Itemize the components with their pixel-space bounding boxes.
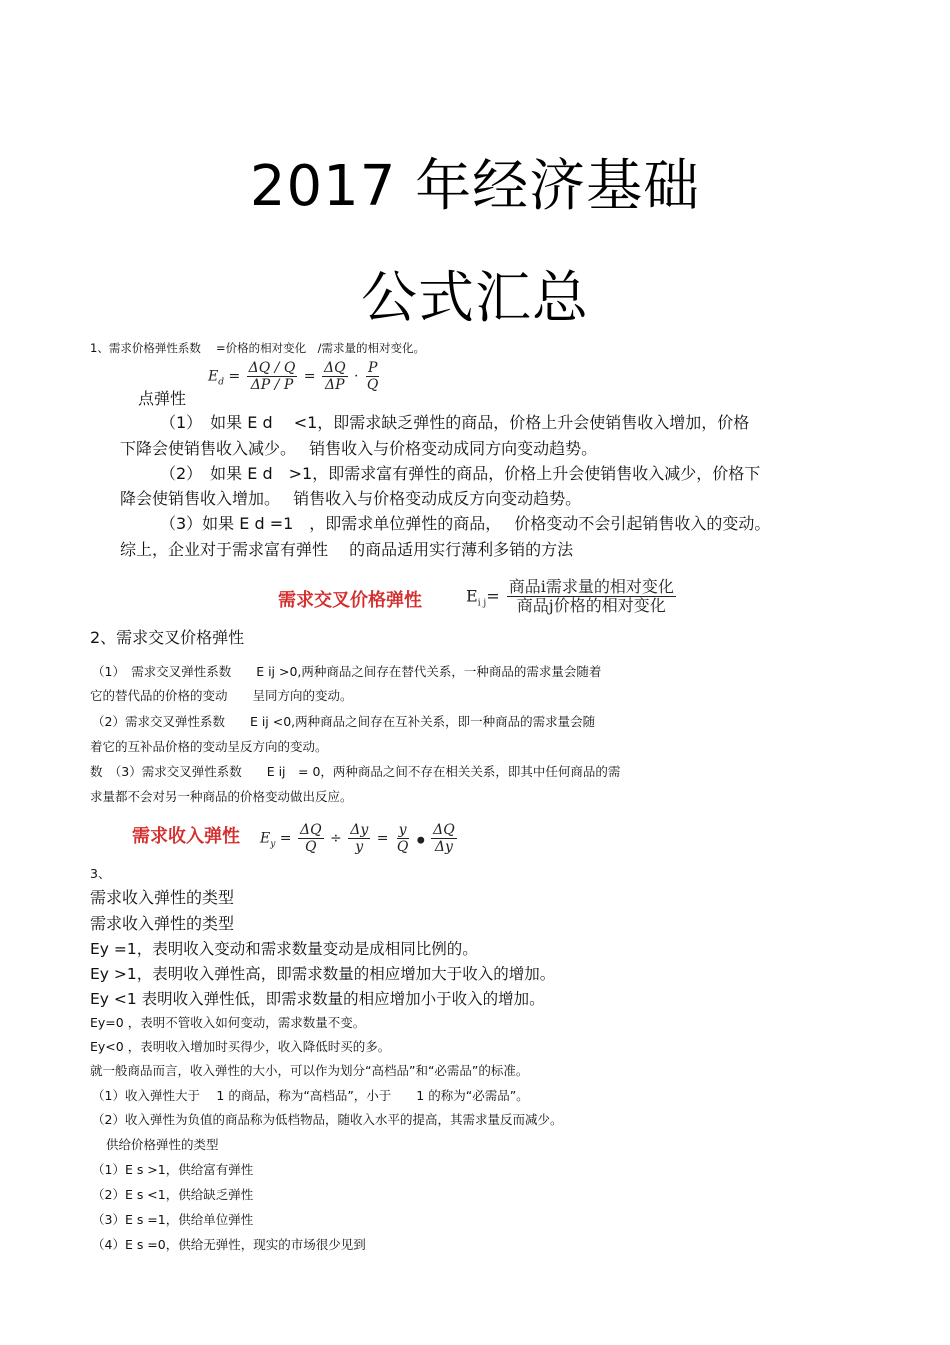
supply-elasticity-4: （4）E s =0，供给无弹性，现实的市场很少见到 [92, 1237, 366, 1252]
point-elasticity-formula: $E_d$ = $\frac{\Delta Q / Q}{\Delta P / P}$ = $\frac{\Delta Q}{\Delta P}$ · $\frac{P}{Q}$ [208, 360, 379, 394]
section1-para2-line2: 降会使销售收入增加。 销售收入与价格变动成反方向变动趋势。 [120, 489, 582, 508]
goods-classification-2: （2）收入弹性为负值的商品称为低档物品，随收入水平的提高，其需求量反而减少。 [92, 1112, 563, 1127]
section2-heading: 2、需求交叉价格弹性 [90, 628, 245, 647]
fraction-numerator: P [367, 360, 378, 376]
fraction-denominator: Q [396, 839, 409, 856]
income-elasticity-lt0: Ey<0 ，表明收入增加时买得少，收入降低时买的多。 [90, 1039, 391, 1054]
income-elasticity-gt1: Ey >1，表明收入弹性高，即需求数量的相应增加大于收入的增加。 [90, 965, 556, 983]
section1-para3-line1: （3）如果 E d =1 ，即需求单位弹性的商品， 价格变动不会引起销售收入的变动。 [160, 514, 771, 533]
section2-line6: 求量都不会对另一种商品的价格变动做出反应。 [90, 789, 353, 804]
fraction-denominator: Δy [434, 839, 453, 856]
page-title-line2: 公式汇总 [361, 266, 589, 331]
section1-para2-line1: （2） 如果 E d >1，即需求富有弹性的商品，价格上升会使销售收入减少，价格下 [160, 464, 761, 483]
goods-classification-intro: 就一般商品而言，收入弹性的大小，可以作为划分“高档品”和“必需品”的标准。 [90, 1063, 529, 1078]
section3-heading1: 需求收入弹性的类型 [90, 888, 235, 907]
point-elasticity-label: 点弹性 [138, 389, 187, 408]
income-elasticity-eq0: Ey=0 ，表明不管收入如何变动，需求数量不变。 [90, 1015, 366, 1030]
page-title-line1: 2017 年经济基础 [249, 154, 701, 219]
section1-para3-line2: 综上，企业对于需求富有弹性 的商品适用实行薄利多销的方法 [120, 540, 574, 559]
fraction-numerator: y [398, 822, 407, 838]
divide-sign: ÷ [330, 830, 342, 847]
fraction-numerator: Δy [350, 822, 369, 838]
fraction-numerator: ΔQ [433, 822, 455, 838]
cross-elasticity-formula-title: 需求交叉价格弹性 [278, 590, 422, 611]
fraction-denominator: Q [366, 377, 379, 394]
fraction-numerator: ΔQ [299, 822, 322, 838]
fraction-denominator: ΔP [325, 377, 345, 394]
section2-line5: 数 （3）需求交叉弹性系数 E ij = 0，两种商品之间不存在相关关系，即其中任何商品的需 [90, 764, 621, 779]
formula-lhs: E [260, 830, 271, 847]
supply-elasticity-2: （2）E s <1，供给缺乏弹性 [92, 1187, 254, 1202]
fraction-numerator: ΔQ [323, 360, 346, 376]
dot-sign: ● [416, 835, 425, 846]
income-elasticity-lt1: Ey <1 表明收入弹性低，即需求数量的相应增加小于收入的增加。 [90, 990, 545, 1008]
formula-lhs-sub: d [218, 377, 224, 388]
formula-lhs: E [466, 586, 478, 606]
section3-heading2: 需求收入弹性的类型 [90, 914, 235, 933]
cross-elasticity-formula: $E_{i j}=$ $\frac{\text{商品i需求量的相对变化}}{\text{商品j价格的相对变化}}$ [466, 577, 674, 616]
income-elasticity-formula-title: 需求收入弹性 [132, 826, 240, 847]
section3-number: 3、 [90, 866, 111, 881]
fraction-numerator: ΔQ / Q [248, 360, 296, 376]
section2-line2: 它的替代品的价格的变动 呈同方向的变动。 [90, 688, 353, 703]
fraction-denominator: ΔP / P [250, 377, 294, 394]
section2-line3: （2）需求交叉弹性系数 E ij <0,两种商品之间存在互补关系，即一种商品的需求量会随 [92, 714, 596, 729]
fraction-denominator: 商品j价格的相对变化 [516, 596, 666, 616]
formula-lhs-sub: y [270, 839, 276, 850]
fraction-numerator: 商品i需求量的相对变化 [508, 577, 674, 596]
fraction-denominator: y [355, 839, 364, 856]
section1-heading: 1、需求价格弹性系数 =价格的相对变化 /需求量的相对变化。 [90, 341, 425, 355]
section2-line4: 着它的互补品价格的变动呈反方向的变动。 [90, 739, 328, 754]
section1-para1-line1: （1） 如果 E d <1，即需求缺乏弹性的商品，价格上升会使销售收入增加，价格 [160, 413, 750, 432]
goods-classification-1: （1）收入弹性大于 1 的商品，称为“高档品”，小于 1 的称为“必需品”。 [92, 1088, 529, 1103]
supply-elasticity-3: （3）E s =1，供给单位弹性 [92, 1212, 254, 1227]
fraction-denominator: Q [305, 839, 317, 856]
income-elasticity-eq1: Ey =1，表明收入变动和需求数量变动是成相同比例的。 [90, 940, 478, 958]
supply-elasticity-1: （1）E s >1，供给富有弹性 [92, 1162, 254, 1177]
income-elasticity-formula: $E_y$ = $\frac{\Delta Q}{Q}$ ÷ $\frac{\Delta y}{y}$ = $\frac{y}{Q}$ ● $\frac{\Delta Q}{\Delta y}$ [260, 822, 455, 856]
formula-lhs: E [208, 368, 219, 385]
section1-para1-line2: 下降会使销售收入减少。 销售收入与价格变动成同方向变动趋势。 [120, 439, 598, 458]
supply-elasticity-title: 供给价格弹性的类型 [106, 1137, 219, 1152]
formula-lhs-sub: i j [477, 598, 487, 609]
section2-line1: （1） 需求交叉弹性系数 E ij >0,两种商品之间存在替代关系，一种商品的需求量会随着 [92, 664, 602, 679]
